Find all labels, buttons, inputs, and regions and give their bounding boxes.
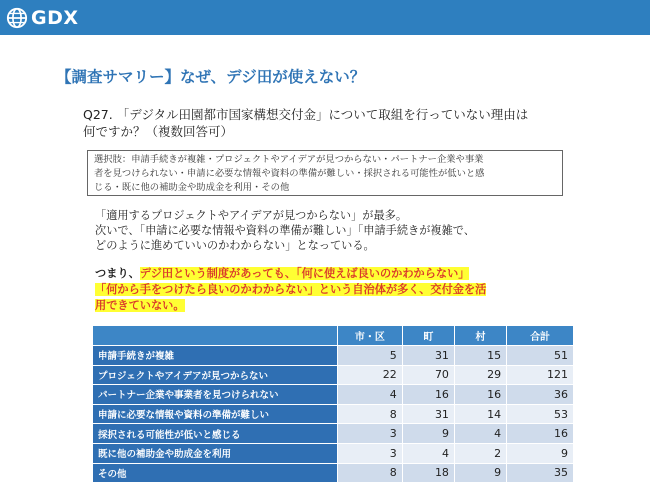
row-label: 申請に必要な情報や資料の準備が難しい bbox=[93, 404, 338, 424]
table-header-row bbox=[93, 326, 574, 346]
conclusion-highlight: 用できていない。 bbox=[95, 299, 185, 312]
table-row bbox=[93, 346, 574, 366]
table-cell: 3 bbox=[338, 424, 403, 444]
summary-text bbox=[95, 208, 565, 253]
table-header-cell: 市・区 bbox=[338, 326, 403, 346]
table-header-cell: 町 bbox=[402, 326, 454, 346]
table-cell: 53 bbox=[507, 404, 574, 424]
table-cell: 51 bbox=[507, 346, 574, 366]
table-cell: 4 bbox=[454, 424, 506, 444]
table-cell: 36 bbox=[507, 385, 574, 405]
question-line: Q27. 「デジタル田園都市国家構想交付金」について取組を行っていない理由は bbox=[83, 107, 529, 122]
table-cell: 2 bbox=[454, 443, 506, 463]
summary-line: どのように進めていいのかわからない」となっている。 bbox=[95, 239, 375, 252]
results-table bbox=[92, 325, 574, 483]
table-cell: 4 bbox=[338, 385, 403, 405]
row-label: 申請手続きが複雑 bbox=[93, 346, 338, 366]
table-cell: 22 bbox=[338, 365, 403, 385]
table-cell: 9 bbox=[454, 463, 506, 483]
choices-line: 選択肢：申請手続きが複雑・プロジェクトやアイデアが見つからない・パートナー企業や事業 bbox=[94, 154, 484, 165]
table-row bbox=[93, 385, 574, 405]
table-row bbox=[93, 365, 574, 385]
table-cell: 9 bbox=[507, 443, 574, 463]
table-row bbox=[93, 443, 574, 463]
table-row bbox=[93, 424, 574, 444]
choices-line: 者を見つけられない・申請に必要な情報や資料の準備が難しい・採択される可能性が低いと感 bbox=[94, 168, 485, 179]
row-label: その他 bbox=[93, 463, 338, 483]
conclusion-highlight: 「何から手をつけたら良いのかわからない」という自治体が多く、交付金を活 bbox=[95, 283, 487, 296]
table-cell: 29 bbox=[454, 365, 506, 385]
table-header-cell: 合計 bbox=[507, 326, 574, 346]
table-header-cell bbox=[93, 326, 338, 346]
conclusion-highlight: デジ田という制度があっても、「何に使えば良いのかわからない」 bbox=[139, 267, 470, 280]
conclusion-text bbox=[95, 266, 575, 314]
table-cell: 121 bbox=[507, 365, 574, 385]
choices-line: じる・既に他の補助金や助成金を利用・その他 bbox=[94, 182, 290, 193]
row-label: 既に他の補助金や助成金を利用 bbox=[93, 443, 338, 463]
summary-line: 次いで、「申請に必要な情報や資料の準備が難しい」「申請手続きが複雑で、 bbox=[95, 224, 475, 237]
choices-box bbox=[87, 150, 563, 196]
table-cell: 8 bbox=[338, 404, 403, 424]
question bbox=[83, 106, 603, 140]
table-cell: 5 bbox=[338, 346, 403, 366]
table-row bbox=[93, 463, 574, 483]
table-cell: 9 bbox=[402, 424, 454, 444]
row-label: プロジェクトやアイデアが見つからない bbox=[93, 365, 338, 385]
logo-text: GDX bbox=[31, 6, 79, 29]
table-cell: 15 bbox=[454, 346, 506, 366]
table-cell: 16 bbox=[402, 385, 454, 405]
table-cell: 3 bbox=[338, 443, 403, 463]
table-cell: 35 bbox=[507, 463, 574, 483]
conclusion-prefix: つまり、 bbox=[95, 267, 140, 280]
table-cell: 4 bbox=[402, 443, 454, 463]
table-cell: 16 bbox=[454, 385, 506, 405]
table-row bbox=[93, 404, 574, 424]
row-label: 採択される可能性が低いと感じる bbox=[93, 424, 338, 444]
globe-icon bbox=[6, 7, 28, 29]
table-cell: 18 bbox=[402, 463, 454, 483]
table-cell: 8 bbox=[338, 463, 403, 483]
table-header-cell: 村 bbox=[454, 326, 506, 346]
header-bar bbox=[0, 0, 650, 35]
summary-line: 「適用するプロジェクトやアイデアが見つからない」が最多。 bbox=[95, 209, 408, 222]
page-title: 【調査サマリー】なぜ、デジ田が使えない？ bbox=[56, 68, 366, 86]
logo bbox=[6, 5, 79, 30]
table-cell: 14 bbox=[454, 404, 506, 424]
table-cell: 31 bbox=[402, 404, 454, 424]
table-cell: 16 bbox=[507, 424, 574, 444]
table-cell: 31 bbox=[402, 346, 454, 366]
question-line: 何ですか？（複数回答可） bbox=[83, 124, 234, 139]
row-label: パートナー企業や事業者を見つけられない bbox=[93, 385, 338, 405]
table-cell: 70 bbox=[402, 365, 454, 385]
